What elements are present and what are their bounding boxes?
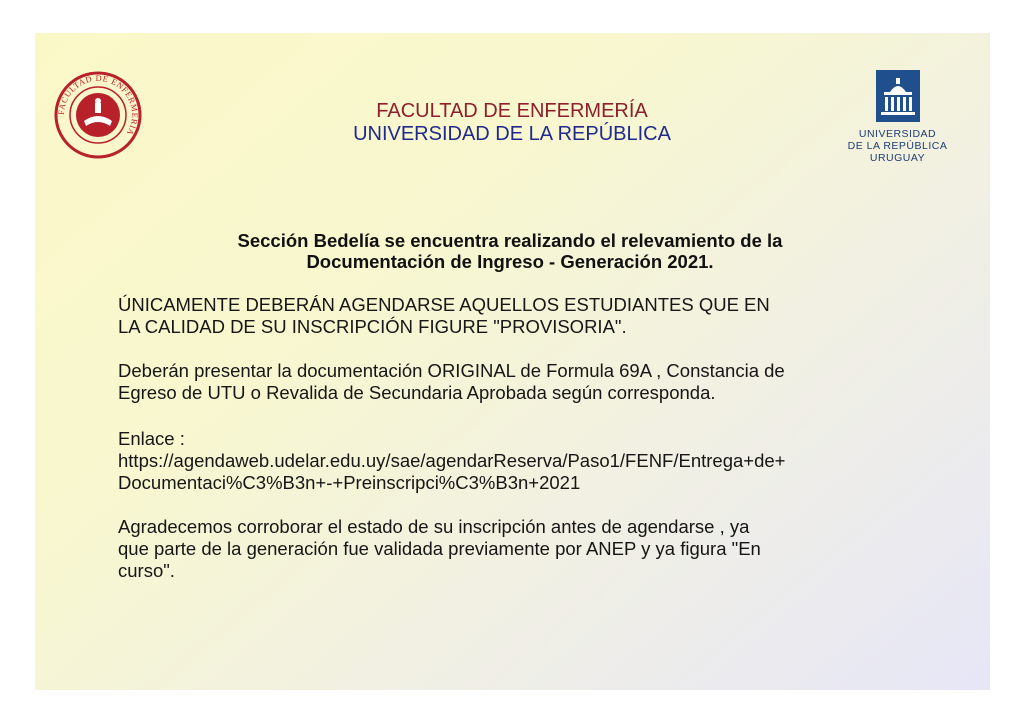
- logo-line: UNIVERSIDAD: [858, 128, 937, 140]
- paragraph-line: LA CALIDAD DE SU INSCRIPCIÓN FIGURE "PROVISORIA".: [118, 316, 627, 337]
- heading-line: Documentación de Ingreso - Generación 2021.: [306, 251, 714, 272]
- university-name: UNIVERSIDAD DE LA REPÚBLICA: [353, 123, 671, 145]
- logo-line: URUGUAY: [869, 152, 926, 164]
- paragraph-line: que parte de la generación fue validada previamente por ANEP y ya figura "En: [118, 538, 761, 559]
- university-logo: [845, 70, 950, 164]
- paragraph-thanks: [118, 516, 918, 582]
- link-url-line: https://agendaweb.udelar.edu.uy/sae/agendarReserva/Paso1/FENF/Entrega+de+: [118, 450, 786, 471]
- paragraph-line: ÚNICAMENTE DEBERÁN AGENDARSE AQUELLOS ESTUDIANTES QUE EN: [118, 294, 770, 315]
- paragraph-line: Deberán presentar la documentación ORIGINAL de Formula 69A , Constancia de: [118, 360, 785, 381]
- logo-line: DE LA REPÚBLICA: [847, 140, 948, 152]
- faculty-name: FACULTAD DE ENFERMERÍA: [376, 100, 648, 122]
- paragraph-documents: [118, 360, 918, 404]
- heading-line: Sección Bedelía se encuentra realizando el relevamiento de la: [237, 230, 783, 251]
- notice-heading: [0, 230, 1020, 272]
- university-logo-text: [845, 128, 950, 164]
- paragraph-line: curso".: [118, 560, 175, 581]
- paragraph-requirement: [118, 294, 918, 338]
- paragraph-link: [118, 428, 918, 494]
- link-url-line: Documentaci%C3%B3n+-+Preinscripci%C3%B3n+2021: [118, 472, 581, 493]
- university-building-icon: [876, 70, 920, 122]
- seal-text: FACULTAD DE ENFERMERIA: [55, 72, 141, 138]
- paragraph-line: Egreso de UTU o Revalida de Secundaria Aprobada según corresponda.: [118, 382, 716, 403]
- paragraph-line: Agradecemos corroborar el estado de su inscripción antes de agendarse , ya: [118, 516, 750, 537]
- link-label: Enlace :: [118, 428, 185, 449]
